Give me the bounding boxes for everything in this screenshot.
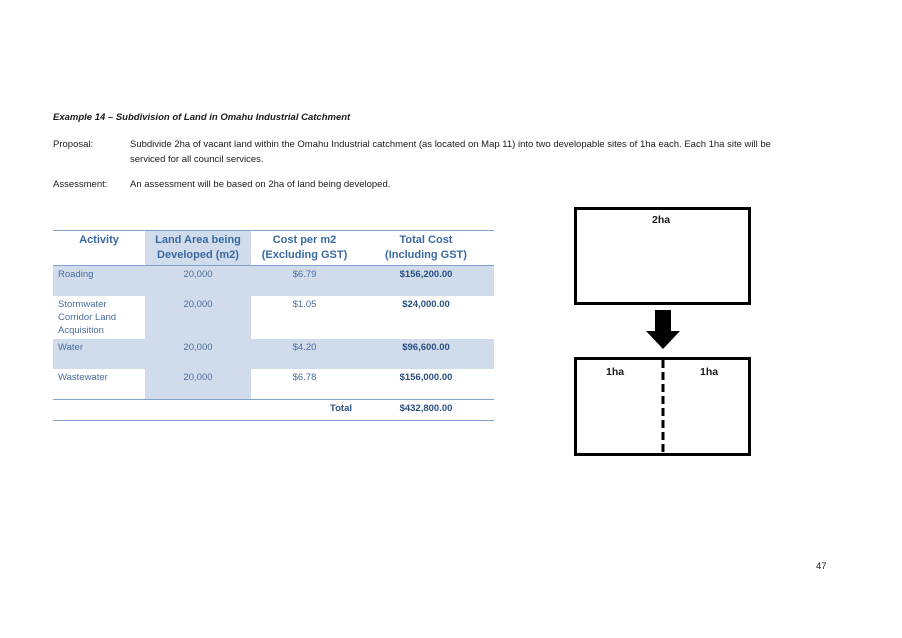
table-header-row: [53, 231, 494, 266]
total-value: $432,800.00: [358, 400, 494, 421]
assessment-text: An assessment will be based on 2ha of land being developed.: [130, 179, 391, 190]
subdivision-dashed-line: [660, 360, 666, 453]
cell-cost: $6.79: [251, 266, 358, 297]
parcel-1ha-right-label: 1ha: [700, 366, 719, 378]
cell-area: 20,000: [145, 339, 251, 369]
table-row: [53, 339, 494, 369]
cell-area: 20,000: [145, 266, 251, 297]
cell-activity: Stormwater Corridor Land Acquisition: [58, 299, 117, 336]
cell-area: 20,000: [145, 369, 251, 400]
cell-cost: $1.05: [292, 299, 317, 310]
header-total-cost: Total Cost (Including GST): [358, 231, 494, 266]
cell-total: $96,600.00: [358, 339, 494, 369]
cell-total: $156,200.00: [358, 266, 494, 297]
table-total-row: [53, 400, 494, 421]
parcel-1ha-left-label: 1ha: [606, 366, 625, 378]
proposal-label: Proposal:: [53, 139, 94, 150]
cell-cost: $4.20: [251, 339, 358, 369]
table-row: [53, 266, 494, 297]
cell-total: $156,000.00: [399, 372, 453, 383]
cost-table: [53, 230, 494, 421]
header-activity: Activity: [53, 231, 145, 266]
example-heading: Example 14 – Subdivision of Land in Omahu Industrial Catchment: [53, 112, 351, 123]
cell-activity: Water: [53, 339, 145, 369]
proposal-line-1: Subdivide 2ha of vacant land within the Omahu Industrial catchment (as located on Map 11) into two developable sites of 1ha each. Each 1ha site will be: [130, 139, 771, 150]
page-number: 47: [816, 561, 827, 572]
cell-area: 20,000: [145, 296, 251, 339]
cell-total: $24,000.00: [402, 299, 450, 310]
down-arrow-icon: [645, 310, 681, 350]
total-label: Total: [251, 400, 358, 421]
parcel-2ha-label: 2ha: [652, 214, 671, 226]
header-land-area: Land Area being Developed (m2): [145, 231, 251, 266]
cell-cost: $6.78: [292, 372, 317, 383]
table-row: [53, 369, 494, 400]
proposal-text: [130, 137, 820, 167]
proposal-line-2: serviced for all council services.: [130, 154, 264, 165]
cell-activity: Wastewater: [58, 372, 108, 383]
header-cost-per-m2: Cost per m2 (Excluding GST): [251, 231, 358, 266]
cell-activity: Roading: [53, 266, 145, 297]
assessment-label: Assessment:: [53, 179, 108, 190]
table-row: [53, 296, 494, 339]
